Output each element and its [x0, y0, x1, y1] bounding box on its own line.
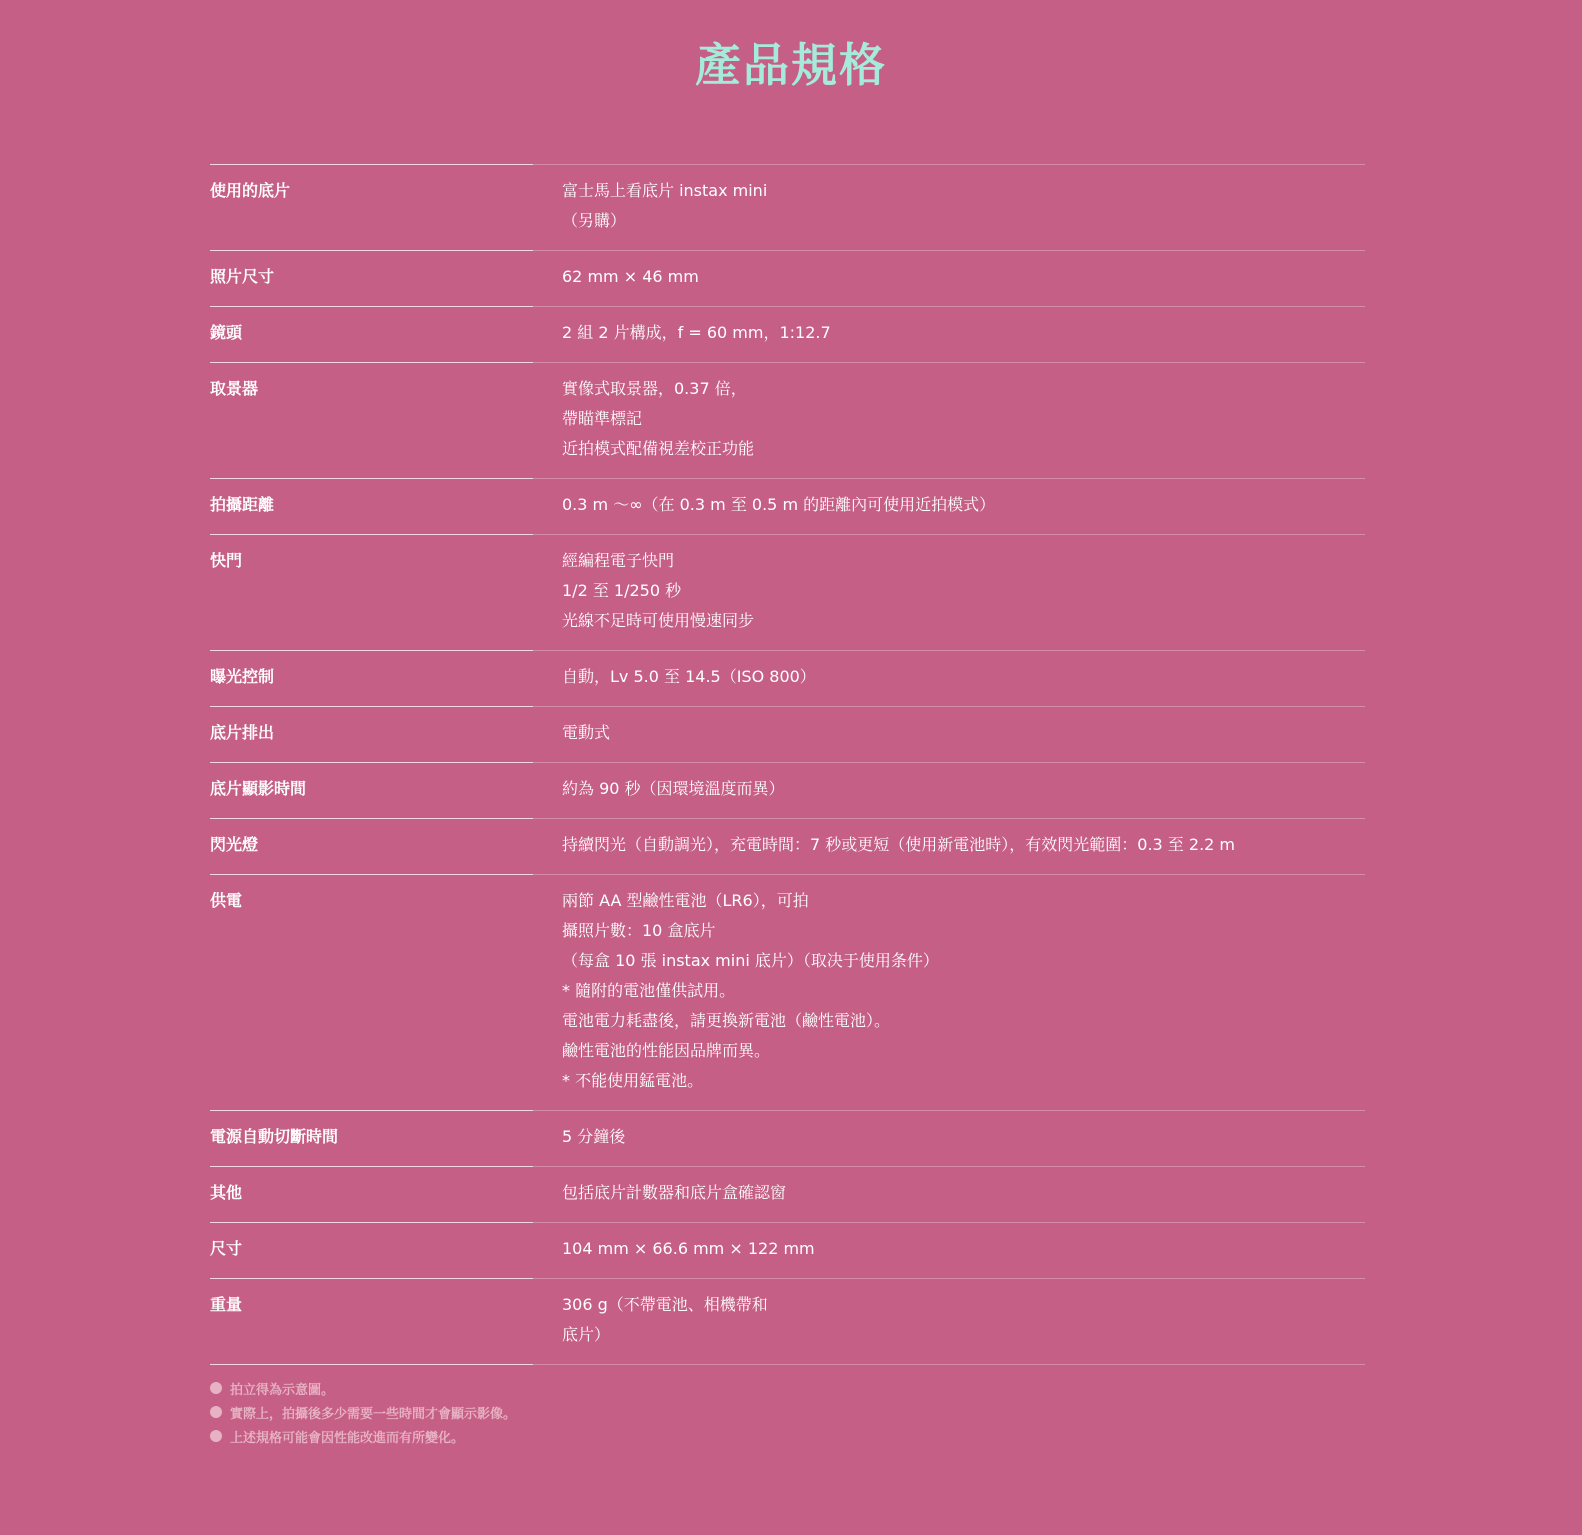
- spec-value-line: 2 組 2 片構成，f = 60 mm，1:12.7: [562, 323, 831, 342]
- spec-value: [562, 1122, 1365, 1152]
- spec-row: [210, 874, 1365, 1110]
- spec-label: 快門: [210, 551, 243, 570]
- table-bottom-divider: [210, 1364, 1365, 1365]
- spec-value-line: 0.3 m ～∞（在 0.3 m 至 0.5 m 的距離內可使用近拍模式）: [562, 495, 996, 514]
- note-item: [210, 1400, 516, 1424]
- spec-value-line: （每盒 10 張 instax mini 底片）（取决于使用条件）: [562, 951, 939, 970]
- spec-row: [210, 706, 1365, 762]
- spec-value-line: 鹼性電池的性能因品牌而異。: [562, 1041, 771, 1060]
- spec-label: 使用的底片: [210, 181, 291, 200]
- spec-value: [562, 1234, 1365, 1264]
- spec-value: [562, 374, 1365, 464]
- spec-value-line: 電動式: [562, 723, 611, 742]
- spec-value: [562, 1290, 1365, 1350]
- note-text: 實際上，拍攝後多少需要一些時間才會顯示影像。: [230, 1406, 517, 1422]
- bullet-icon: [210, 1430, 222, 1442]
- page-title: 產品規格: [695, 38, 887, 92]
- spec-value: [562, 1178, 1365, 1208]
- bullet-icon: [210, 1382, 222, 1394]
- spec-value-line: （另購）: [562, 211, 627, 230]
- spec-value-line: 1/2 至 1/250 秒: [562, 581, 682, 600]
- spec-value-line: 5 分鐘後: [562, 1127, 626, 1146]
- spec-label: 其他: [210, 1183, 243, 1202]
- spec-value-line: 電池電力耗盡後，請更換新電池（鹼性電池）。: [562, 1011, 891, 1030]
- spec-row: [210, 818, 1365, 874]
- spec-row: [210, 1110, 1365, 1166]
- spec-value-line: 富士馬上看底片 instax mini: [562, 181, 768, 200]
- spec-label: 底片排出: [210, 723, 275, 742]
- spec-value: [562, 546, 1365, 636]
- spec-row: [210, 534, 1365, 650]
- spec-label: 拍攝距離: [210, 495, 275, 514]
- spec-value-line: 約為 90 秒（因環境溫度而異）: [562, 779, 785, 798]
- spec-value-line: 62 mm × 46 mm: [562, 267, 699, 286]
- spec-row: [210, 250, 1365, 306]
- spec-row: [210, 1166, 1365, 1222]
- spec-row: [210, 362, 1365, 478]
- spec-value-line: 持續閃光（自動調光），充電時間：7 秒或更短（使用新電池時），有效閃光範圍：0.3 至 2.2 m: [562, 835, 1236, 854]
- spec-value: [562, 176, 1365, 236]
- spec-value: [562, 830, 1365, 860]
- note-text: 上述規格可能會因性能改進而有所變化。: [230, 1430, 465, 1446]
- spec-value-line: 實像式取景器，0.37 倍，: [562, 379, 747, 398]
- spec-label: 重量: [210, 1295, 243, 1314]
- spec-value-line: 306 g（不帶電池、相機帶和: [562, 1295, 768, 1314]
- spec-value-line: 自動，Lv 5.0 至 14.5（ISO 800）: [562, 667, 816, 686]
- spec-value-line: * 不能使用錳電池。: [562, 1071, 704, 1090]
- note-item: [210, 1376, 516, 1400]
- spec-value: [562, 490, 1365, 520]
- spec-label: 電源自動切斷時間: [210, 1127, 339, 1146]
- spec-value-line: 兩節 AA 型鹼性電池（LR6），可拍: [562, 891, 809, 910]
- spec-row: [210, 762, 1365, 818]
- bullet-icon: [210, 1406, 222, 1418]
- spec-value-line: * 隨附的電池僅供試用。: [562, 981, 736, 1000]
- spec-value: [562, 718, 1365, 748]
- spec-value: [562, 886, 1365, 1096]
- spec-label: 取景器: [210, 379, 259, 398]
- spec-label: 曝光控制: [210, 667, 275, 686]
- spec-value: [562, 318, 1365, 348]
- spec-label: 供電: [210, 891, 243, 910]
- spec-value: [562, 662, 1365, 692]
- spec-value-line: 104 mm × 66.6 mm × 122 mm: [562, 1239, 815, 1258]
- note-text: 拍立得為示意圖。: [230, 1382, 335, 1398]
- spec-value-line: 近拍模式配備視差校正功能: [562, 439, 755, 458]
- spec-value-line: 經編程電子快門: [562, 551, 675, 570]
- spec-row: [210, 1222, 1365, 1278]
- spec-row: [210, 1278, 1365, 1364]
- spec-value-line: 攝照片數：10 盒底片: [562, 921, 716, 940]
- spec-row: [210, 650, 1365, 706]
- spec-table: [210, 164, 1365, 1365]
- spec-value-line: 底片）: [562, 1325, 611, 1344]
- spec-value: [562, 774, 1365, 804]
- spec-label: 照片尺寸: [210, 267, 275, 286]
- spec-label: 尺寸: [210, 1239, 243, 1258]
- spec-row: [210, 306, 1365, 362]
- spec-row: [210, 164, 1365, 250]
- spec-value: [562, 262, 1365, 292]
- spec-label: 閃光燈: [210, 835, 259, 854]
- spec-value-line: 帶瞄準標記: [562, 409, 643, 428]
- spec-value-line: 包括底片計數器和底片盒確認窗: [562, 1183, 787, 1202]
- notes-list: [210, 1376, 516, 1448]
- spec-label: 鏡頭: [210, 323, 243, 342]
- spec-label: 底片顯影時間: [210, 779, 307, 798]
- spec-row: [210, 478, 1365, 534]
- spec-value-line: 光線不足時可使用慢速同步: [562, 611, 755, 630]
- note-item: [210, 1424, 516, 1448]
